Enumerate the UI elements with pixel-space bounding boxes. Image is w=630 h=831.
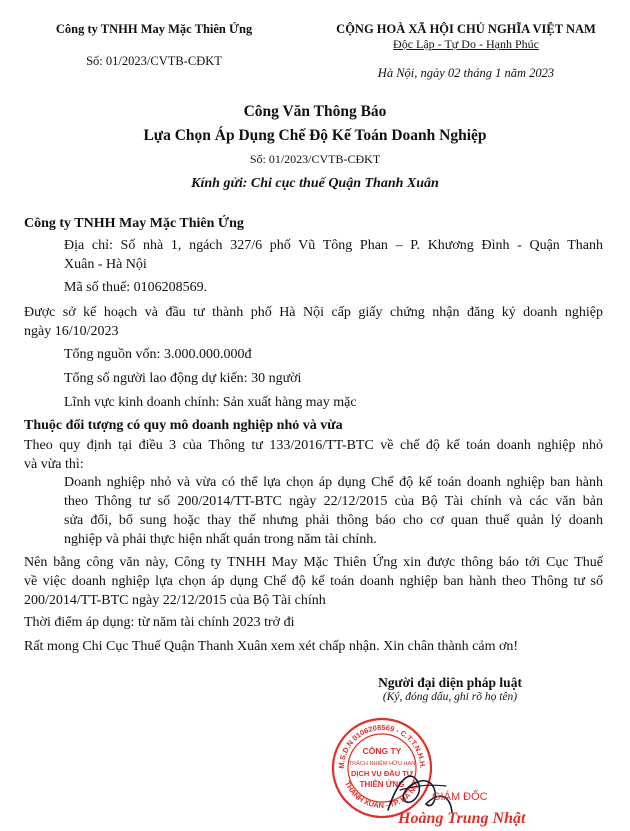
- notice-line: về việc doanh nghiệp lựa chọn áp dụng Chế độ kế toán doanh nghiệp ban hành theo Thông tư số: [24, 574, 603, 589]
- quote-line: Doanh nghiệp nhỏ và vừa có thể lựa chọn áp dụng Chế độ kế toán doanh nghiệp ban hành: [64, 475, 603, 490]
- header-company-name: Công ty TNHH May Mặc Thiên Ứng: [55, 22, 253, 36]
- document-title: Công Văn Thông Báo: [243, 103, 387, 120]
- tax-code: Mã số thuế: 0106208569.: [64, 280, 208, 295]
- quote-line: sửa đổi, bổ sung hoặc thay thế nhưng phải thông báo cho cơ quan thuế quản lý doanh: [64, 513, 603, 528]
- signature-instruction: (Ký, đóng dấu, ghi rõ họ tên): [382, 691, 518, 703]
- company-address: [64, 236, 603, 274]
- director-role: GIÁM ĐỐC: [432, 791, 488, 803]
- license-info: [24, 303, 603, 341]
- national-motto: Độc Lập - Tự Do - Hạnh Phúc: [393, 37, 539, 51]
- quote-line: nghiệp và phải thực hiện nhất quán trong năm tài chính.: [64, 532, 377, 547]
- regulation-line: và vừa thì:: [24, 457, 84, 472]
- document-subject: Lựa Chọn Áp Dụng Chế Độ Kế Toán Doanh Nghiệp: [143, 127, 487, 144]
- total-workers: Tổng số người lao động dự kiến: 30 người: [64, 371, 302, 386]
- section-heading: Thuộc đối tượng có quy mô doanh nghiệp nhỏ và vừa: [24, 418, 343, 433]
- director-name: Hoàng Trung Nhật: [398, 810, 526, 827]
- letter-date: Hà Nội, ngày 02 tháng 1 năm 2023: [377, 66, 555, 80]
- header-reference-number: Số: 01/2023/CVTB-CĐKT: [86, 54, 222, 68]
- address-line: Địa chỉ: Số nhà 1, ngách 327/6 phố Vũ Tông Phan – P. Khương Đình - Quận Thanh: [64, 238, 603, 253]
- business-field: Lĩnh vực kinh doanh chính: Sản xuất hàng may mặc: [64, 395, 357, 410]
- notice-line: Nên bằng công văn này, Công ty TNHH May Mặc Thiên Ứng xin được thông báo tới Cục Thuế: [24, 555, 603, 570]
- notice-line: 200/2014/TT-BTC ngày 22/12/2015 của Bộ Tài chính: [24, 593, 326, 608]
- document-reference: Số: 01/2023/CVTB-CĐKT: [249, 152, 381, 166]
- license-line: Được sở kế hoạch và đầu tư thành phố Hà Nội cấp giấy chứng nhận đăng ký doanh nghiệp: [24, 305, 603, 320]
- seal-ring-text: M.S.D.N 0106208569 - C.T.T.N.H.H.: [336, 722, 428, 769]
- recipient-line: Kính gửi: Chi cục thuế Quận Thanh Xuân: [191, 176, 439, 191]
- notice-paragraph: [24, 553, 603, 610]
- regulation-paragraph: [24, 436, 603, 474]
- seal-text-type: TRÁCH NHIỆM HỮU HẠN: [348, 761, 416, 767]
- signatory-title: Người đại diện pháp luật: [378, 675, 522, 690]
- regulation-line: Theo quy định tại điều 3 của Thông tư 133/2016/TT-BTC về chế độ kế toán doanh nghiệp nhỏ: [24, 438, 603, 453]
- national-title: CỘNG HOÀ XÃ HỘI CHỦ NGHĨA VIỆT NAM: [336, 22, 596, 36]
- seal-bottom-text: THANH XUÂN - TP. HÀ NỘI: [342, 779, 422, 811]
- quote-line: theo Thông tư số 200/2014/TT-BTC ngày 22/12/2015 của Bộ Tài chính và các văn bản: [64, 494, 603, 509]
- total-capital: Tổng nguồn vốn: 3.000.000.000đ: [64, 347, 252, 362]
- regulation-quote: [64, 473, 603, 549]
- closing-sentence: Rất mong Chi Cục Thuế Quận Thanh Xuân xem xét chấp nhận. Xin chân thành cảm ơn!: [24, 639, 519, 654]
- license-line: ngày 16/10/2023: [24, 324, 119, 339]
- address-line: Xuân - Hà Nội: [64, 257, 147, 272]
- effective-date: Thời điểm áp dụng: từ năm tài chính 2023 trở đi: [24, 615, 295, 630]
- seal-text-service: DỊCH VỤ ĐẦU TƯ: [350, 769, 414, 778]
- seal-text-name: THIÊN ỨNG: [359, 780, 405, 789]
- seal-text-company: CÔNG TY: [362, 746, 402, 756]
- company-name-heading: Công ty TNHH May Mặc Thiên Ứng: [24, 216, 244, 231]
